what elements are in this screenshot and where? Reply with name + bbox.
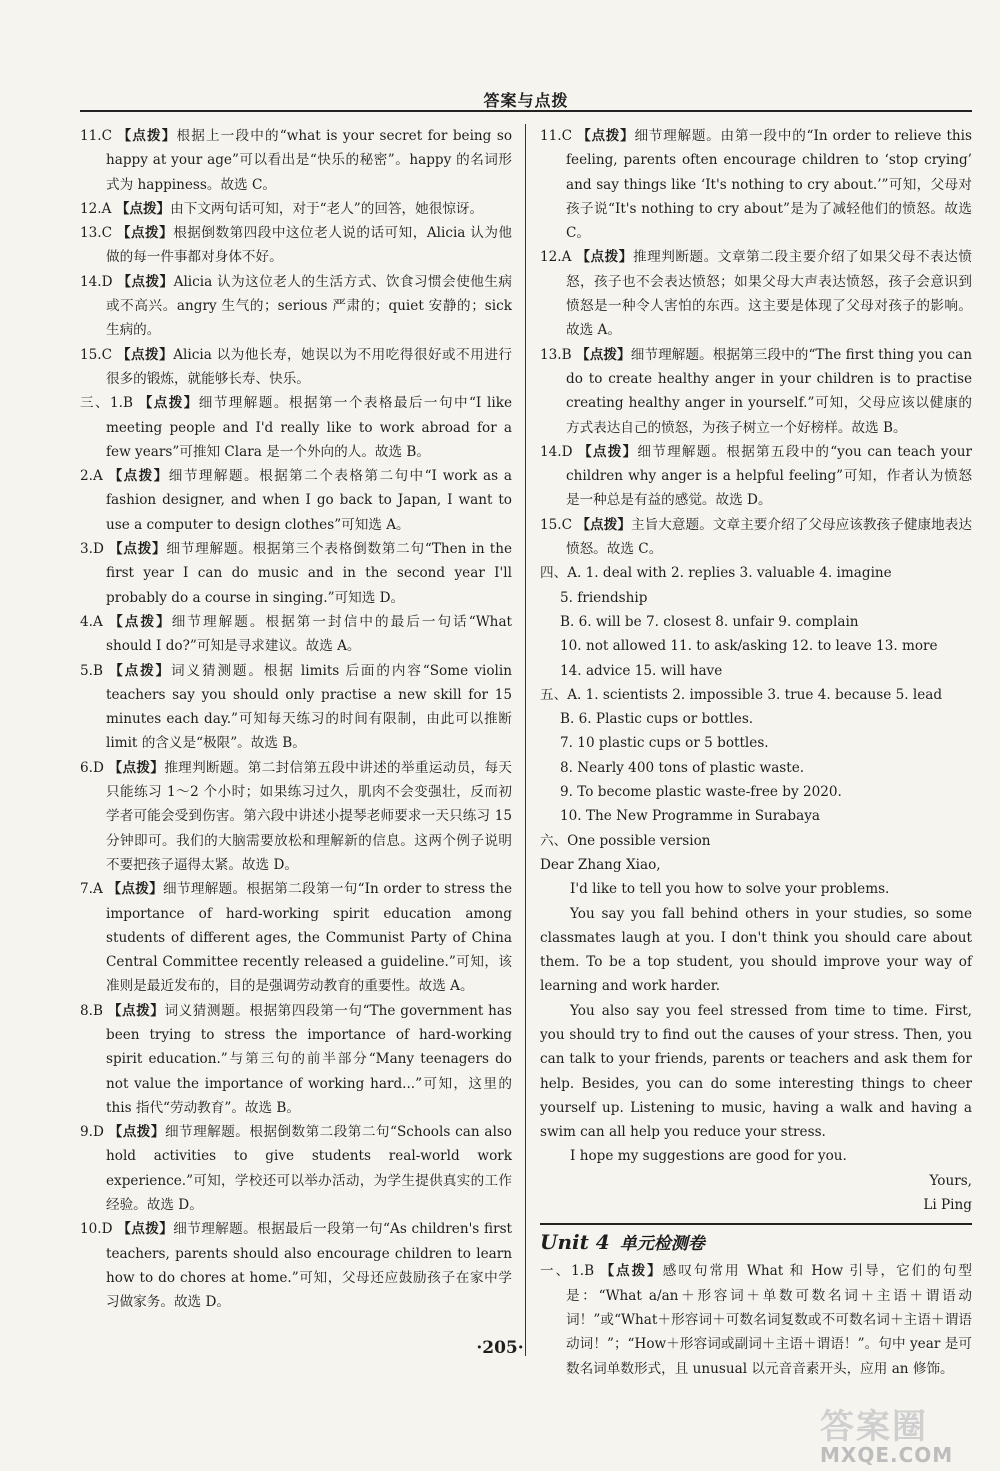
- section-6-label: 六、One possible version: [540, 832, 711, 849]
- letter-closing: Yours,: [929, 1172, 972, 1189]
- answer-item-3-3: 3.D 【点拨】细节理解题。根据第三个表格倒数第二句“Then in the first year I can do music and in the second year I'll probably do a course in singing.”可知选 D。: [80, 541, 513, 606]
- section-5-line: 9. To become plastic waste-free by 2020.: [560, 784, 842, 801]
- section-5: [540, 683, 972, 829]
- header-title: 答案与点拨: [483, 91, 569, 110]
- section-4-line: 14. advice 15. will have: [560, 662, 723, 679]
- answer-item-12: 12.A 【点拨】由下文两句话可知，对于“老人”的回答，她很惊讶。: [80, 200, 484, 217]
- watermark-text: 答案圈: [820, 1407, 928, 1447]
- answer-item-r11: 11.C 【点拨】细节理解题。由第一段中的“In order to relieve this feeling, parents often encourage children to ‘stop crying’ and say things like ‘It's nothing to cry about.’”可知，父母对孩子说“It's nothing to cry about”是为了减轻他们的愤怒。故选 C。: [540, 128, 973, 242]
- section-5-line: 7. 10 plastic cups or 5 bottles.: [560, 735, 769, 752]
- section-4-line: 5. friendship: [560, 589, 648, 606]
- page-number: ·205·: [476, 1338, 524, 1358]
- page-header: [80, 86, 972, 112]
- watermark-url: MXQE.COM: [820, 1443, 954, 1467]
- section-5-line: 10. The New Programme in Surabaya: [560, 808, 820, 825]
- answer-item-13: 13.C 【点拨】根据倒数第四段中这位老人说的话可知，Alicia 认为他做的每一件事都对身体不好。: [80, 225, 512, 266]
- answer-item-3-1: 三、1.B 【点拨】细节理解题。根据第一个表格最后一句中“I like meeting people and I'd really like to work abroad for a few years”可推知 Clara 是一个外向的人。故选 B。: [80, 395, 512, 460]
- watermark-logo: [820, 1407, 990, 1467]
- section-5-label: 五、: [540, 686, 568, 703]
- answer-item-unit4-1: 一、1.B 【点拨】感叹句常用 What 和 How 引导，它们的句型是：“What a/an＋形容词＋单数可数名词＋主语＋谓语动词！”或“What＋形容词＋可数名词复数或不可数名词＋主语＋谓语动词！”；“How＋形容词或副词＋主语＋谓语！”。句中 year 是可数名词单数形式，且 unusual 以元音音素开头，应用 an 修饰。: [540, 1263, 973, 1377]
- section-4-line: 四、A. 1. deal with 2. replies 3. valuable 4. imagine: [540, 565, 892, 582]
- answer-item-14: 14.D 【点拨】Alicia 认为这位老人的生活方式、饮食习惯会使他生病或不高兴。angry 生气的；serious 严肃的；quiet 安静的；sick 生病的。: [80, 273, 512, 339]
- answer-item-r14: 14.D 【点拨】细节理解题。根据第五段中的“you can teach your children why anger is a helpful feeling”可知，作者认为愤怒是一种总是有益的感觉。故选 D。: [540, 443, 973, 509]
- answer-item-3-5: 5.B 【点拨】词义猜测题。根据 limits 后面的内容“Some violin teachers say you should only practise a new skill for 15 minutes each day.”可知每天练习的时间有限制，由此可以推断 limit 的含义是“极限”。故选 B。: [80, 662, 513, 752]
- section-6-letter: [540, 829, 972, 1218]
- column-divider: [525, 124, 526, 1356]
- answer-item-r13: 13.B 【点拨】细节理解题。根据第三段中的“The first thing you can do to create healthy anger in your children is to practise creating healthy anger in yourself.”可知，父母应该以健康的方式表达自己的愤怒，为孩子树立一个好榜样。故选 B。: [540, 346, 973, 436]
- answer-item-3-10: 10.D 【点拨】细节理解题。根据最后一段第一句“As children's first teachers, parents should also encourage children to learn how to do chores at home.”可知，父母还应鼓励孩子在家中学习做家务。故选 D。: [80, 1221, 513, 1311]
- answer-item-15: 15.C 【点拨】Alicia 以为他长寿，她误以为不用吃得很好或不用进行很多的锻炼，就能够长寿、快乐。: [80, 346, 512, 387]
- answer-item-3-6: 6.D 【点拨】推理判断题。第二封信第五段中讲述的举重运动员，每天只能练习 1～2 个小时；如果练习过久，肌肉不会变强壮，反而初学者可能会受到伤害。第六段中讲述小提琴老师要求一天只练习 15 分钟即可。我们的大脑需要放松和理解新的信息。这两个例子说明不要把孩子逼得太紧。故选 D。: [80, 759, 513, 873]
- letter-signature: Li Ping: [923, 1197, 972, 1214]
- section-5-line: 五、A. 1. scientists 2. impossible 3. true 4. because 5. lead: [540, 686, 943, 703]
- letter-paragraph: You say you fall behind others in your studies, so some classmates laugh at you. I don't think you should care about them. To be a top student, you should improve your way of learning and work harder.: [540, 905, 972, 995]
- section-4: [540, 561, 972, 682]
- section-4-label: 四、: [540, 565, 568, 582]
- unit-label: Unit 4: [540, 1230, 610, 1255]
- answer-item-11: 11.C 【点拨】根据上一段中的“what is your secret for being so happy at your age”可以看出是“快乐的秘密”。happy 的名词形式为 happiness。故选 C。: [80, 128, 513, 193]
- letter-paragraph: I'd like to tell you how to solve your problems.: [570, 881, 890, 898]
- answer-item-3-8: 8.B 【点拨】词义猜测题。根据第四段第一句“The government has been trying to stress the importance of hard-working spirit education.”与第三句的前半部分“Many teenagers do not value the importance of working hard...”可知，这里的 this 指代“劳动教育”。故选 B。: [80, 1002, 513, 1116]
- answer-item-3-2: 2.A 【点拨】细节理解题。根据第二个表格第二句中“I work as a fashion designer, and when I go back to Japan, I want to use a computer to design clothes”可知选 A。: [80, 468, 512, 533]
- answer-item-r15: 15.C 【点拨】主旨大意题。文章主要介绍了父母应该教孩子健康地表达愤怒。故选 C。: [540, 516, 973, 558]
- section-5-line: B. 6. Plastic cups or bottles.: [560, 711, 754, 728]
- letter-paragraph: You also say you feel stressed from time to time. First, you should try to find out the causes of your stress. Then, you can talk to your friends, parents or teachers and ask them for help. Besides, you can do some interesting things to cheer yourself up. Listening to music, having a walk and having a swim can all help you reduce your stress.: [540, 1002, 972, 1141]
- section-4-line: 10. not allowed 11. to ask/asking 12. to leave 13. more: [560, 638, 938, 655]
- letter-greeting: Dear Zhang Xiao,: [540, 856, 661, 873]
- right-column: [540, 124, 972, 1381]
- answer-item-3-7: 7.A 【点拨】细节理解题。根据第二段第一句“In order to stress the importance of hard-working spirit education among students of different ages, the Communist Party of China Central Committee recently released a guideline.”可知，该准则是最近发布的，目的是强调劳动教育的重要性。故选 A。: [80, 881, 513, 995]
- answer-item-r12: 12.A 【点拨】推理判断题。文章第二段主要介绍了如果父母不表达愤怒，孩子也不会表达愤怒；如果父母大声表达愤怒，孩子会意识到愤怒是一种令人害怕的东西。这主要是体现了父母对孩子的影响。故选 A。: [540, 249, 973, 339]
- section-4-line: B. 6. will be 7. closest 8. unfair 9. complain: [560, 613, 859, 630]
- answer-item-3-4: 4.A 【点拨】细节理解题。根据第一封信中的最后一句话“What should I do?”可知是寻求建议。故选 A。: [80, 613, 513, 655]
- letter-paragraph: I hope my suggestions are good for you.: [570, 1148, 847, 1165]
- answer-item-3-9: 9.D 【点拨】细节理解题。根据倒数第二段第二句“Schools can also hold activities to give students real-world work experience.”可知，学校还可以举办活动，为学生提供真实的工作经验。故选 D。: [80, 1124, 512, 1214]
- section-5-line: 8. Nearly 400 tons of plastic waste.: [560, 759, 805, 776]
- unit-heading: [540, 1223, 972, 1259]
- left-column: [80, 124, 512, 1315]
- unit-title: 单元检测卷: [619, 1234, 705, 1255]
